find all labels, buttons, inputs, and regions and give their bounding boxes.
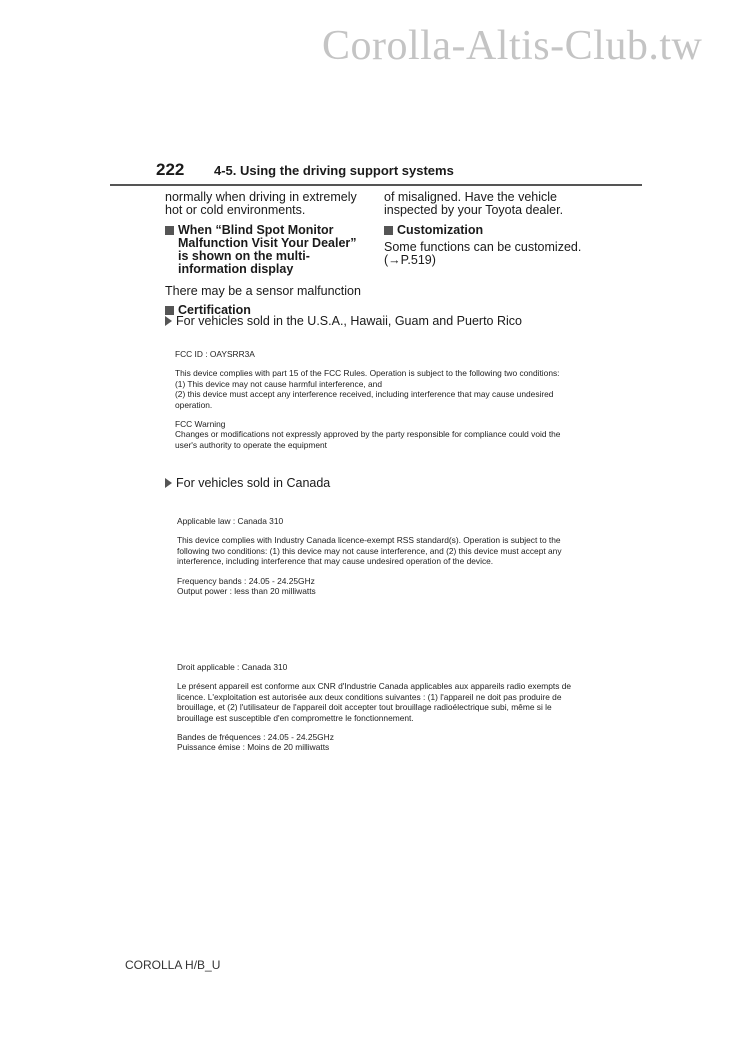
canada-compliance: This device complies with Industry Canada licence-exempt RSS standard(s). Operation is subject to the following two conditions: (1) this device may not cause interference, and (2) this device must accept any interference, including interference that may cause undesired operation of the device. [177, 535, 562, 567]
blind-spot-heading-text: When “Blind Spot Monitor Malfunction Visit Your Dealer” is shown on the multi-information display [178, 223, 357, 276]
right-column [384, 191, 594, 267]
canada-vehicles-text: For vehicles sold in Canada [176, 476, 331, 490]
canada-frequency: Frequency bands : 24.05 - 24.25GHz [177, 575, 315, 586]
fcc-condition-1: (1) This device may not cause harmful interference, and [175, 378, 382, 389]
us-vehicles-bullet [165, 314, 522, 328]
canada-english-block [177, 516, 577, 596]
fcc-warning-text: Changes or modifications not expressly approved by the party responsible for compliance could void the user's authority to operate the equipment [175, 429, 561, 450]
customization-heading [384, 224, 594, 237]
fcc-condition-2: (2) this device must accept any interference received, including interference that may cause undesired operation. [175, 389, 554, 410]
canada-fr-compliance: Le présent appareil est conforme aux CNR d'Industrie Canada applicables aux appareils radio exempts de licence. L'exploitation est autorisée aux deux conditions suivantes : (1) l'appareil ne doit pas produire de brouillage, et (2) l'utilisateur de l'appareil doit accepter tout brouillage radioélectrique subi, même si le brouillage est susceptible d'en compromettre le fonctionnement. [177, 681, 572, 723]
fcc-compliance: This device complies with part 15 of the FCC Rules. Operation is subject to the following two conditions: [175, 368, 560, 379]
left-intro-text: normally when driving in extremely hot or cold environments. [165, 190, 357, 217]
canada-french-block [177, 662, 577, 753]
blind-spot-heading [165, 224, 370, 276]
section-title: 4-5. Using the driving support systems [214, 163, 454, 178]
canada-fr-law: Droit applicable : Canada 310 [177, 662, 288, 672]
fcc-warning-title: FCC Warning [175, 419, 226, 430]
us-vehicles-text: For vehicles sold in the U.S.A., Hawaii, Guam and Puerto Rico [176, 314, 522, 328]
square-bullet-icon [384, 226, 393, 235]
customization-heading-text: Customization [397, 223, 484, 237]
fcc-id: FCC ID : OAYSRR3A [175, 349, 255, 359]
watermark-text: Corolla-Altis-Club.tw [322, 23, 703, 69]
footer-model-code: COROLLA H/B_U [125, 958, 221, 972]
fcc-certification-block [175, 349, 575, 450]
certification-heading-text: Certification [178, 303, 251, 317]
canada-power: Output power : less than 20 milliwatts [177, 586, 316, 597]
customization-text: Some functions can be customized. (→P.519) [384, 240, 582, 267]
square-bullet-icon [165, 226, 174, 235]
canada-vehicles-bullet [165, 476, 330, 490]
canada-fr-frequency: Bandes de fréquences : 24.05 - 24.25GHz [177, 732, 334, 743]
page-header [110, 160, 642, 186]
page-number: 222 [156, 160, 185, 179]
canada-law: Applicable law : Canada 310 [177, 516, 284, 526]
right-intro-text: of misaligned. Have the vehicle inspected by your Toyota dealer. [384, 190, 564, 217]
triangle-bullet-icon [165, 316, 172, 326]
triangle-bullet-icon [165, 478, 172, 488]
sensor-malfunction-text: There may be a sensor malfunction [165, 284, 361, 298]
left-column [165, 191, 370, 317]
canada-fr-power: Puissance émise : Moins de 20 milliwatts [177, 742, 330, 753]
